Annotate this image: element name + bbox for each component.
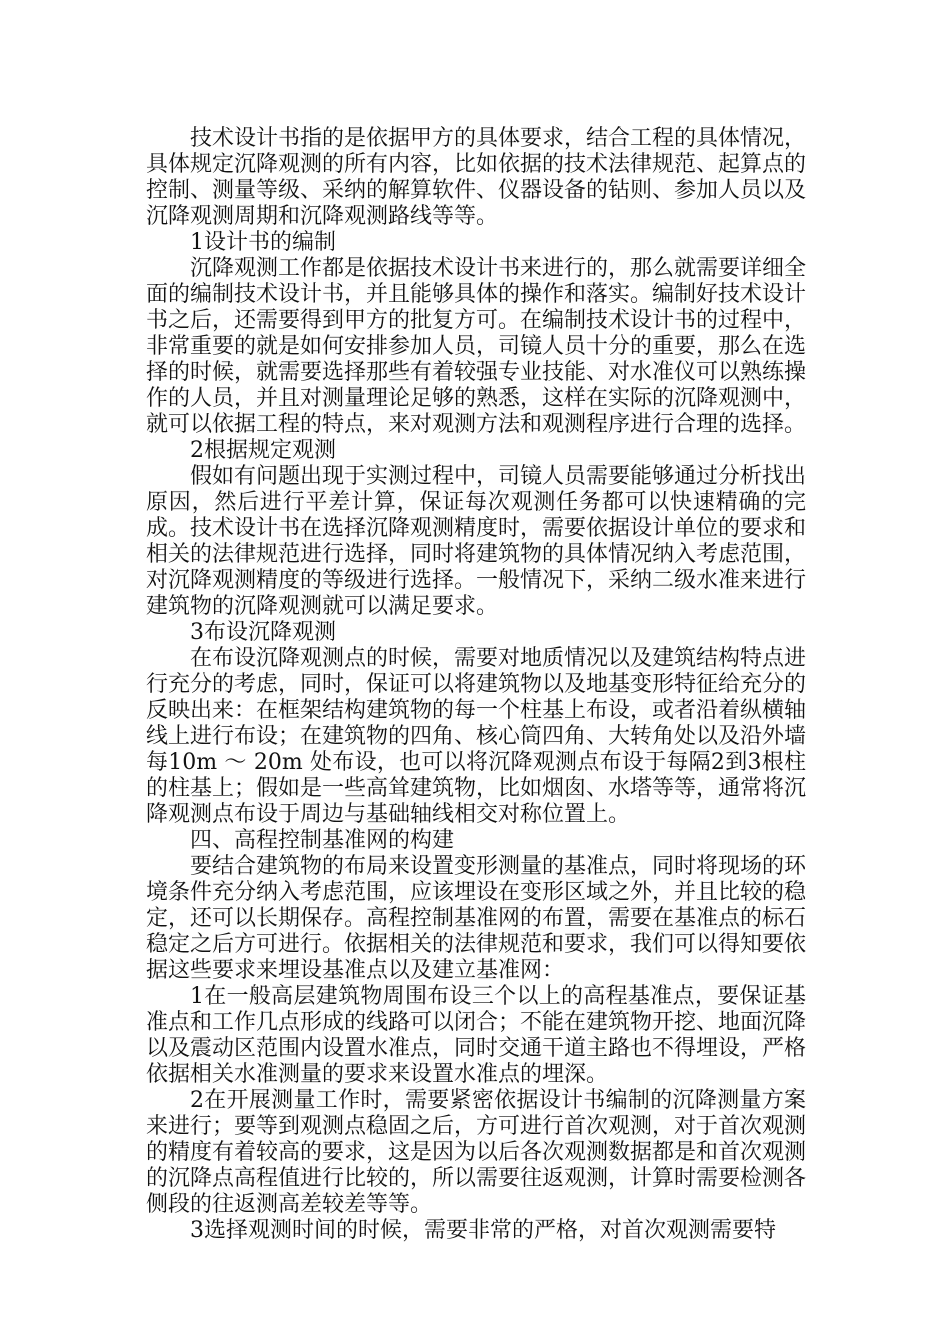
paragraph-intro: 技术设计书指的是依据甲方的具体要求，结合工程的具体情况，具体规定沉降观测的所有内容，比如依据的技术法律规范、起算点的控制、测量等级、采纳的解算软件、仪器设备的钻则、参加人员以及沉降观测周期和沉降观测路线等等。 (146, 126, 807, 229)
heading-control-network: 四、高程控制基准网的构建 (190, 828, 455, 853)
paragraph-point-layout: 在布设沉降观测点的时候，需要对地质情况以及建筑结构特点进行充分的考虑，同时，保证可以将建筑物以及地基变形特征给充分的反映出来：在框架结构建筑物的每一个柱基上布设，或者沿着纵横轴线上进行布设；在建筑物的四角、核心筒四角、大转角处以及沿外墙每10m ～ 20m 处布设，也可以将沉降观测点布设于每隔2到3根柱的柱基上；假如是一些高耸建筑物，比如烟囱、水塔等等，通常将沉降观测点布设于周边与基础轴线相交对称位置上。 (146, 646, 807, 827)
paragraph-item-2: 2在开展测量工作时，需要紧密依据设计书编制的沉降测量方案来进行；要等到观测点稳固之后，方可进行首次观测，对于首次观测的精度有着较高的要求，这是因为以后各次观测数据都是和首次观测的沉降点高程值进行比较的，所以需要往返观测，计算时需要检测各侧段的往返测高差较差等等。 (146, 1088, 807, 1217)
paragraph-item-1: 1在一般高层建筑物周围布设三个以上的高程基准点，要保证基准点和工作几点形成的线路可以闭合；不能在建筑物开挖、地面沉降以及震动区范围内设置水准点，同时交通干道主路也不得埋设，严格依据相关水准测量的要求来设置水准点的埋深。 (146, 984, 807, 1087)
heading-design-book: 1设计书的编制 (190, 230, 336, 255)
paragraph-item-3: 3选择观测时间的时候，需要非常的严格，对首次观测需要特 (190, 1218, 776, 1243)
document-page (146, 126, 806, 1244)
heading-point-layout: 3布设沉降观测 (190, 620, 336, 645)
heading-observation-rules: 2根据规定观测 (190, 438, 336, 463)
paragraph-design-book: 沉降观测工作都是依据技术设计书来进行的，那么就需要详细全面的编制技术设计书，并且能够具体的操作和落实。编制好技术设计书之后，还需要得到甲方的批复方可。在编制技术设计书的过程中，非常重要的就是如何安排参加人员，司镜人员十分的重要，那么在选择的时候，就需要选择那些有着较强专业技能、对水准仪可以熟练操作的人员，并且对测量理论足够的熟悉，这样在实际的沉降观测中，就可以依据工程的特点，来对观测方法和观测程序进行合理的选择。 (146, 256, 807, 437)
paragraph-control-network: 要结合建筑物的布局来设置变形测量的基准点，同时将现场的环境条件充分纳入考虑范围，应该埋设在变形区域之外，并且比较的稳定，还可以长期保存。高程控制基准网的布置，需要在基准点的标石稳定之后方可进行。依据相关的法律规范和要求，我们可以得知要依据这些要求来埋设基准点以及建立基准网： (146, 854, 807, 983)
paragraph-observation-rules: 假如有问题出现于实测过程中，司镜人员需要能够通过分析找出原因，然后进行平差计算，保证每次观测任务都可以快速精确的完成。技术设计书在选择沉降观测精度时，需要依据设计单位的要求和相关的法律规范进行选择，同时将建筑物的具体情况纳入考虑范围，对沉降观测精度的等级进行选择。一般情况下，采纳二级水准来进行建筑物的沉降观测就可以满足要求。 (146, 464, 807, 619)
